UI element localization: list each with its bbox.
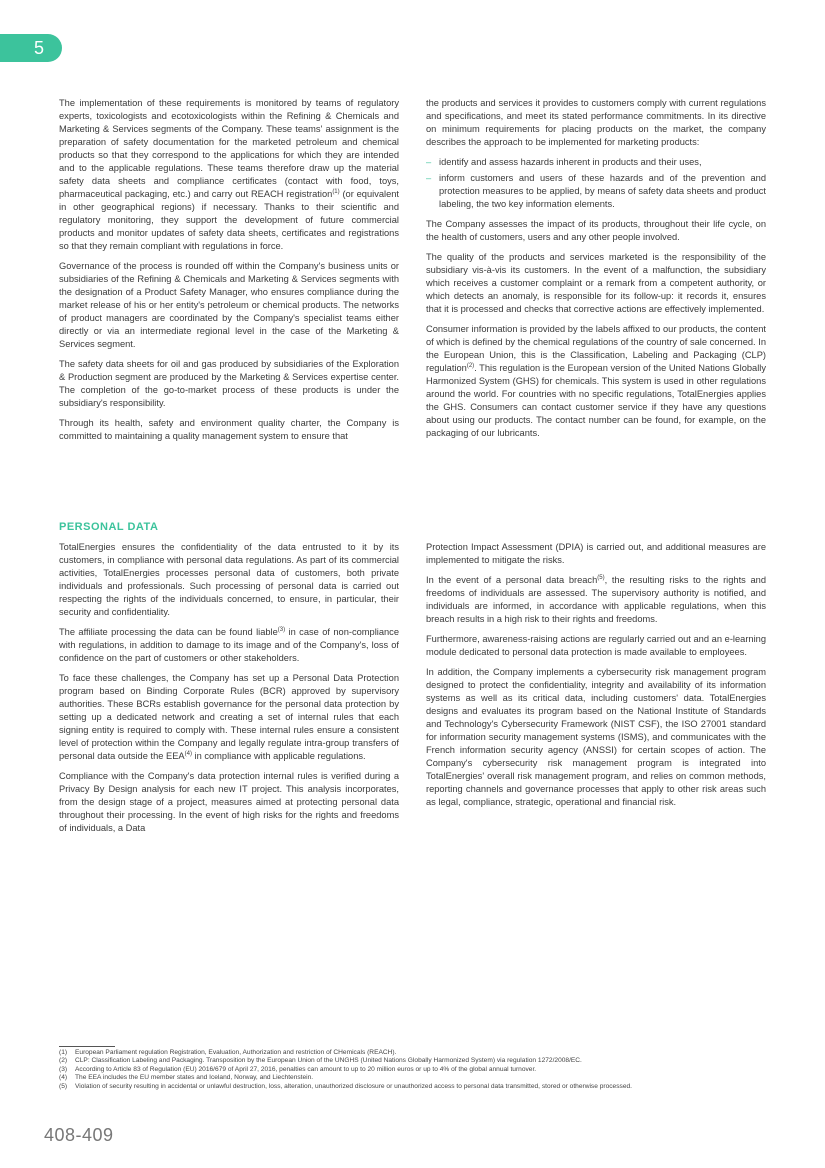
top-right-column	[426, 97, 766, 447]
footnote-ref: (5)	[597, 574, 605, 581]
paragraph: Furthermore, awareness-raising actions are regularly carried out and an e-learning module dedicated to personal data protection is made available to employees.	[426, 634, 766, 657]
paragraph: Protection Impact Assessment (DPIA) is carried out, and additional measures are implemented to mitigate the risks.	[426, 542, 766, 565]
paragraph: Compliance with the Company's data protection internal rules is verified during a Privacy By Design analysis for each new IT project. This analysis incorporates, from the design stage of a project, measures aimed at protecting personal data throughout their processing. In the event of high risks for the rights and freedoms of individuals, a Data	[59, 771, 399, 833]
footnote-ref: (4)	[184, 750, 192, 757]
personal-data-right-column	[426, 541, 766, 816]
personal-data-left-column	[59, 541, 399, 842]
paragraph: The implementation of these requirements is monitored by teams of regulatory experts, toxicologists and ecotoxicologists within the Refining & Chemicals and Marketing & Services segments of the Company. These teams' assignment is the preparation of safety documentation for the marketed petroleum and chemical products so that they correspond to the applications for which they are intended and to the applicable regulations. These teams therefore draw up the material safety data sheets and compliance certificates (contact with food, toys, pharmaceutical packaging, etc.) and carry out REACH registration$^{(1)}$ (or equivalent in other geographical regions) if necessary. Thanks to their scientific and regulatory monitoring, they support the development of future commercial products and monitor updates of safety data sheets, certificates and registrations so that they remain compliant with regulations in force.	[59, 98, 399, 251]
paragraph: Governance of the process is rounded off within the Company's business units or subsidiaries of the Refining & Chemicals and Marketing & Services segments with the designation of a Product Safety Manager, who ensures compliance during the market release of his or her entity's petroleum or chemical products. The networks of product managers are coordinated by the Company's specialist teams either directly or via an intermediate regional level in the case of the Marketing & Services segment.	[59, 261, 399, 349]
page-number: 408-409	[44, 1125, 114, 1145]
footnote: (3) According to Article 83 of Regulation (EU) 2016/679 of April 27, 2016, penalties can amount to up to 20 million euros or up to 4% of the global annual turnover.	[59, 1065, 537, 1073]
paragraph: The affiliate processing the data can be found liable$^{(3)}$ in case of non-compliance with regulations, in addition to damage to its image and of the Company's, loss of confidence on the part of customers or other stakeholders.	[59, 626, 399, 663]
footnote: (2) CLP: Classification Labeling and Packaging. Transposition by the European Union of the UNGHS (United Nations Globally Harmonized System) via regulation 1272/2008/EC.	[59, 1057, 582, 1065]
list-item: – identify and assess hazards inherent in products and their uses,	[426, 156, 766, 169]
top-left-column	[59, 97, 399, 450]
section-heading: PERSONAL DATA	[59, 521, 159, 533]
paragraph: In the event of a personal data breach$^{(5)}$, the resulting risks to the rights and freedoms of individuals are assessed. The supervisory authority is notified, and individuals are informed, in accordance with applicable regulations, when this breach results in a high risk to their rights and freedoms.	[426, 574, 766, 624]
paragraph: the products and services it provides to customers comply with current regulations and specifications, and meet its stated performance commitments. In its directive on minimum requirements for placing products on the market, the company describes the approach to be implemented for marketing products:	[426, 98, 766, 147]
paragraph: The safety data sheets for oil and gas produced by subsidiaries of the Exploration & Production segment are produced by the Marketing & Services expertise center. The completion of the go-to-market process of these products is under the subsidiary's responsibility.	[59, 359, 399, 408]
chapter-tab: 5	[0, 34, 62, 62]
paragraph: The Company assesses the impact of its products, throughout their life cycle, on the health of customers, users and any other people involved.	[426, 219, 766, 242]
paragraph: In addition, the Company implements a cybersecurity risk management program designed to protect the confidentiality, integrity and availability of its information systems as well as its critical data, including customers' data. TotalEnergies designs and evaluates its program based on the National Institute of Standards and Technology's Cybersecurity Framework (NIST CSF), the ISO 27001 standard for information security management systems (ISMS), and communicates with the French information security agency (ANSSI) for certain scopes of action. The Company's cybersecurity risk management program is integrated into TotalEnergies' overall risk management program, and relies on common methods, reporting channels and governance processes that apply to other risk areas such as legal, compliance, strategic, operational and financial risk.	[426, 667, 766, 807]
footnote-ref: (3)	[277, 626, 286, 633]
footnote: (4) The EEA includes the EU member states and Iceland, Norway, and Liechtenstein.	[59, 1074, 314, 1082]
paragraph: The quality of the products and services marketed is the responsibility of the subsidiary vis-à-vis its customers. In the event of a malfunction, the subsidiary which receives a customer complaint or a remark from a competent authority, or which detects an anomaly, is responsible for its follow-up: it records it, ensures that it is processed and checks that corrective actions are effectively implemented.	[426, 252, 766, 314]
footnote-divider	[59, 1046, 115, 1047]
paragraph: Through its health, safety and environment quality charter, the Company is committed to maintaining a quality management system to ensure that	[59, 418, 399, 441]
footnote: (5) Violation of security resulting in accidental or unlawful destruction, loss, alteration, unauthorized disclosure or unauthorized access to personal data transmitted, stored or otherwise processed.	[59, 1082, 632, 1090]
bullet-list	[426, 156, 766, 211]
paragraph: Consumer information is provided by the labels affixed to our products, the content of which is defined by the chemical regulations of the country of sale concerned. In the European Union, this is the Classification, Labeling and Packaging (CLP) regulation$^{(2)}$. This regulation is the European version of the United Nations Globally Harmonized System (GHS) for chemicals. This system is used in other regulations around the world. For countries with no specific regulations, TotalEnergies applies the GHS. Consumers can contact customer service if they have any questions about using our products. The contact number can be found, for example, on the packaging of our lubricants.	[426, 324, 766, 438]
paragraph: TotalEnergies ensures the confidentiality of the data entrusted to it by its customers, in compliance with personal data regulations. As part of its commercial activities, TotalEnergies processes personal data of customers, both private individuals and professionals. Such processing of personal data is carried out respecting the rights of the individuals concerned, to ensure, in particular, their security and confidentiality.	[59, 542, 399, 617]
list-item: – inform customers and users of these hazards and of the prevention and protection measures to be applied, by means of safety data sheets and product labeling, the two key information elements.	[426, 172, 766, 211]
footnote: (1) European Parliament regulation Registration, Evaluation, Authorization and restriction of CHemicals (REACH).	[59, 1049, 397, 1056]
paragraph: To face these challenges, the Company has set up a Personal Data Protection program based on Binding Corporate Rules (BCR) approved by supervisory authorities. These BCRs establish governance for the personal data protection by setting up a dedicated network and creating a set of internal rules that each signing entity is required to comply with. These internal rules ensure a consistent level of protection within the Company and legally regulate intra-group transfers of personal data outside the EEA$^{(4)}$ in compliance with applicable regulations.	[59, 673, 399, 761]
footnote-ref: (1)	[332, 188, 340, 195]
footnote-ref: (2)	[466, 362, 475, 369]
footnotes	[59, 1049, 779, 1091]
